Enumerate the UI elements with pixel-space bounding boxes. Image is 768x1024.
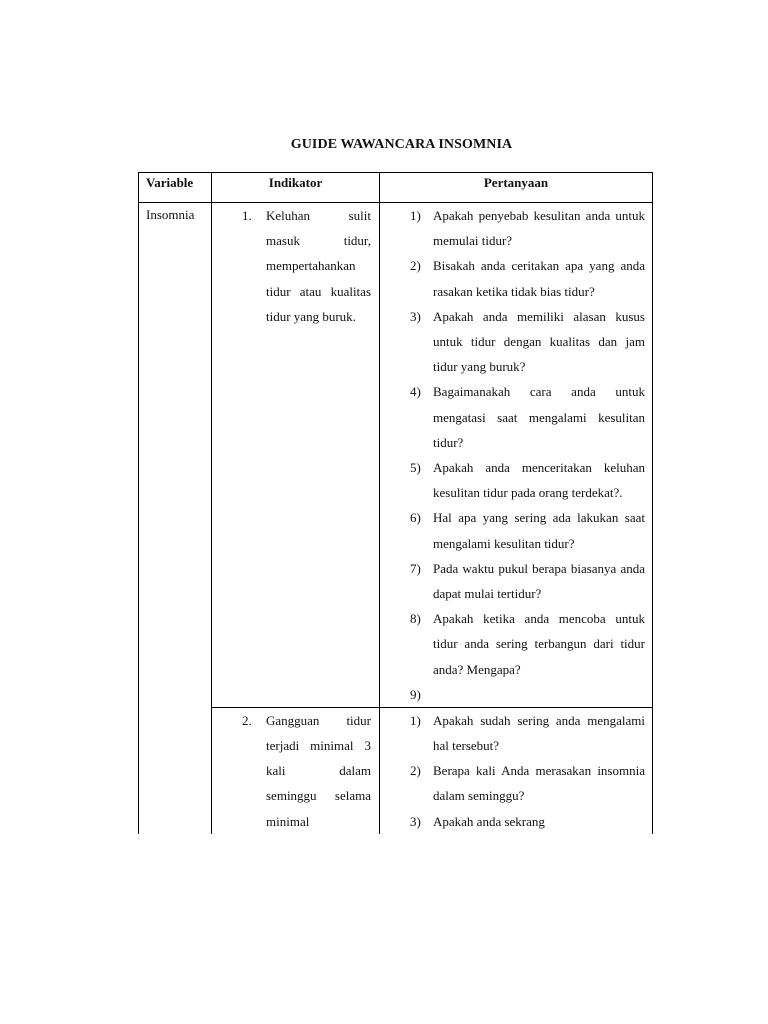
question-text: Pada waktu pukul berapa biasanya anda dapat mulai tertidur? bbox=[433, 560, 645, 602]
indicator-cell bbox=[212, 203, 380, 708]
question-text: Apakah sudah sering anda mengalami hal tersebut? bbox=[433, 712, 645, 754]
question-text: Apakah ketika anda mencoba untuk tidur anda sering terbangun dari tidur anda? Mengapa? bbox=[433, 611, 645, 677]
question-item bbox=[380, 606, 652, 682]
indicator-number: 1. bbox=[242, 208, 252, 223]
table-row bbox=[139, 203, 653, 708]
variable-cell bbox=[139, 203, 212, 834]
indicator-cell bbox=[212, 707, 380, 834]
header-pertanyaan: Pertanyaan bbox=[380, 173, 653, 203]
question-item bbox=[380, 253, 652, 303]
indicator-text: Keluhan sulit masuk tidur, mempertahankan tidur atau kualitas tidur yang buruk. bbox=[266, 208, 371, 324]
question-number: 7) bbox=[410, 560, 421, 576]
question-text: Bagaimanakah cara anda untuk mengatasi saat mengalami kesulitan tidur? bbox=[433, 384, 645, 450]
question-number: 4) bbox=[410, 384, 421, 400]
table-header-row bbox=[139, 173, 653, 203]
question-text: Apakah anda sekrang bbox=[433, 813, 545, 829]
question-item bbox=[380, 708, 652, 758]
question-text: Apakah penyebab kesulitan anda untuk memulai tidur? bbox=[433, 208, 645, 249]
indicator-text: Gangguan tidur terjadi minimal 3 kali dalam seminggu selama minimal bbox=[266, 712, 371, 829]
indicator-item bbox=[212, 708, 379, 834]
question-text: Apakah anda memiliki alasan kusus untuk tidur dengan kualitas dan jam tidur yang buruk? bbox=[433, 308, 645, 375]
question-number: 1) bbox=[410, 712, 421, 728]
questions-cell bbox=[380, 203, 653, 708]
question-item bbox=[380, 758, 652, 808]
question-list bbox=[380, 203, 652, 707]
header-variable: Variable bbox=[139, 173, 212, 203]
question-text: Berapa kali Anda merasakan insomnia dalam seminggu? bbox=[433, 763, 645, 804]
question-text: Apakah anda menceritakan keluhan kesulitan tidur pada orang terdekat?. bbox=[433, 460, 645, 501]
question-number: 2) bbox=[410, 763, 421, 779]
question-text bbox=[433, 682, 645, 707]
question-number: 6) bbox=[410, 510, 421, 526]
question-item bbox=[380, 505, 652, 555]
question-text: Bisakah anda ceritakan apa yang anda rasakan ketika tidak bias tidur? bbox=[433, 258, 645, 299]
table-row bbox=[139, 707, 653, 834]
question-item bbox=[380, 455, 652, 505]
document-title: GUIDE WAWANCARA INSOMNIA bbox=[290, 137, 513, 152]
question-item bbox=[380, 379, 652, 455]
question-number: 5) bbox=[410, 460, 421, 476]
question-item bbox=[380, 556, 652, 606]
question-number: 2) bbox=[410, 258, 421, 274]
question-number: 9) bbox=[410, 686, 421, 702]
question-item bbox=[380, 203, 652, 253]
question-list bbox=[380, 708, 652, 834]
question-item bbox=[380, 809, 652, 834]
interview-table-container bbox=[138, 172, 653, 898]
question-number: 3) bbox=[410, 813, 421, 829]
questions-cell bbox=[380, 707, 653, 834]
question-item bbox=[380, 682, 652, 707]
variable-value: Insomnia bbox=[146, 207, 195, 222]
interview-guide-table bbox=[138, 172, 653, 834]
question-text: Hal apa yang sering ada lakukan saat mengalami kesulitan tidur? bbox=[433, 510, 645, 551]
question-item bbox=[380, 304, 652, 380]
question-number: 8) bbox=[410, 611, 421, 627]
question-number: 3) bbox=[410, 308, 421, 324]
indicator-number: 2. bbox=[242, 712, 252, 728]
question-number: 1) bbox=[410, 208, 421, 223]
indicator-item bbox=[212, 203, 379, 329]
header-indikator: Indikator bbox=[212, 173, 380, 203]
